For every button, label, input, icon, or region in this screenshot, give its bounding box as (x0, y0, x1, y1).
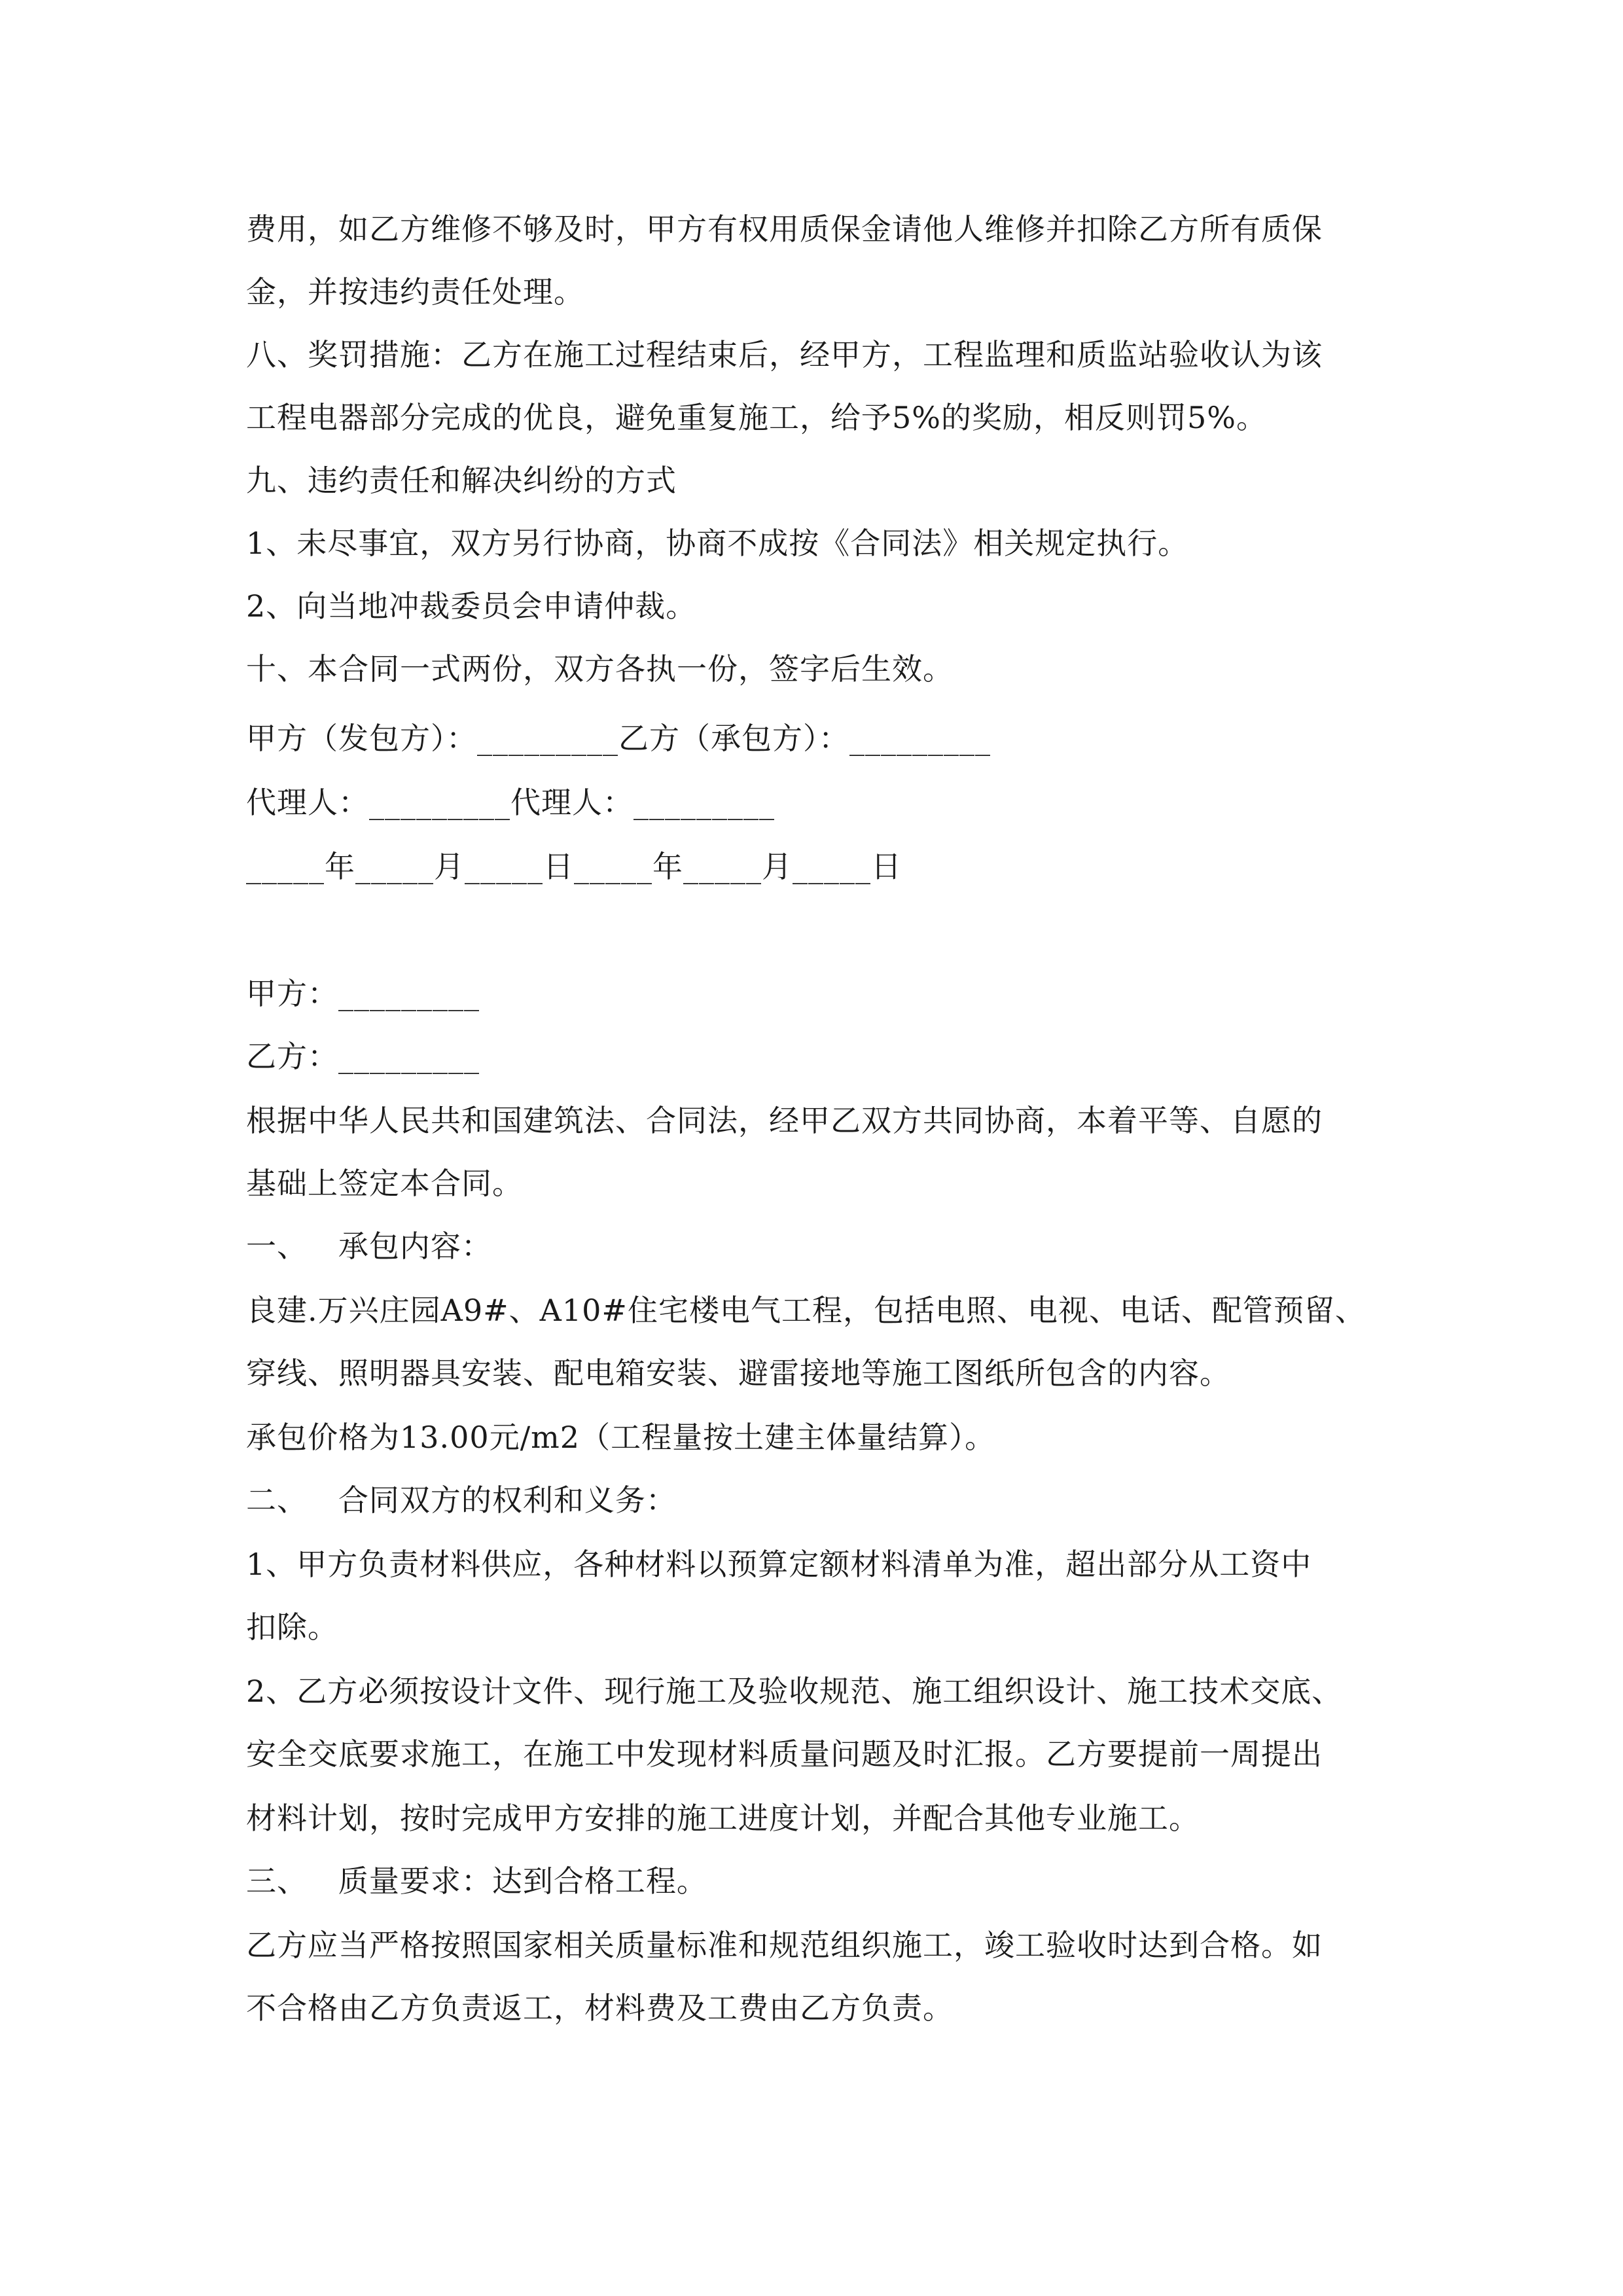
text-line: 2、向当地冲裁委员会申请仲裁。 (246, 588, 697, 624)
text-line: 金，并按违约责任处理。 (246, 274, 584, 310)
text-line: 十、本合同一式两份，双方各执一份，签字后生效。 (246, 651, 954, 687)
text-line: 穿线、照明器具安装、配电箱安装、避雷接地等施工图纸所包含的内容。 (246, 1355, 1230, 1391)
section-heading: 二、 合同双方的权利和义务： (246, 1482, 677, 1518)
section-heading: 三、 质量要求：达到合格工程。 (246, 1863, 707, 1899)
text-line: 材料计划，按时完成甲方安排的施工进度计划，并配合其他专业施工。 (246, 1801, 1200, 1836)
text-line: 安全交底要求施工，在施工中发现材料质量问题及时汇报。乙方要提前一周提出 (246, 1736, 1323, 1772)
section-heading: 一、 承包内容： (246, 1229, 492, 1264)
text-line: 费用，如乙方维修不够及时，甲方有权用质保金请他人维修并扣除乙方所有质保 (246, 211, 1323, 247)
text-line: 2、乙方必须按设计文件、现行施工及验收规范、施工组织设计、施工技术交底、 (246, 1674, 1343, 1709)
party-a-line: 甲方：_________ (246, 976, 480, 1011)
section-heading: 九、违约责任和解决纠纷的方式 (246, 463, 677, 498)
party-b-line: 乙方：_________ (246, 1039, 480, 1074)
text-line: 根据中华人民共和国建筑法、合同法，经甲乙双方共同协商，本着平等、自愿的 (246, 1103, 1323, 1138)
signature-parties-line: 甲方（发包方）：_________乙方（承包方）：_________ (246, 721, 991, 756)
text-line: 八、奖罚措施：乙方在施工过程结束后，经甲方，工程监理和质监站验收认为该 (246, 337, 1323, 372)
text-line: 不合格由乙方负责返工，材料费及工费由乙方负责。 (246, 1990, 954, 2026)
text-line: 乙方应当严格按照国家相关质量标准和规范组织施工，竣工验收时达到合格。如 (246, 1928, 1323, 1963)
text-line: 基础上签定本合同。 (246, 1166, 523, 1201)
signature-agents-line: 代理人：_________代理人：_________ (246, 785, 775, 820)
text-line: 1、未尽事宜，双方另行协商，协商不成按《合同法》相关规定执行。 (246, 526, 1189, 561)
text-line: 工程电器部分完成的优良，避免重复施工，给予5%的奖励，相反则罚5%。 (246, 400, 1267, 435)
text-line: 扣除。 (246, 1609, 338, 1645)
text-line: 承包价格为13.00元/m2（工程量按土建主体量结算）。 (246, 1420, 996, 1455)
text-line: 1、甲方负责材料供应，各种材料以预算定额材料清单为准，超出部分从工资中 (246, 1547, 1312, 1582)
signature-date-line: _____年_____月_____日_____年_____月_____日 (246, 849, 902, 884)
text-line: 良建.万兴庄园A9#、A10#住宅楼电气工程，包括电照、电视、电话、配管预留、 (246, 1293, 1366, 1328)
